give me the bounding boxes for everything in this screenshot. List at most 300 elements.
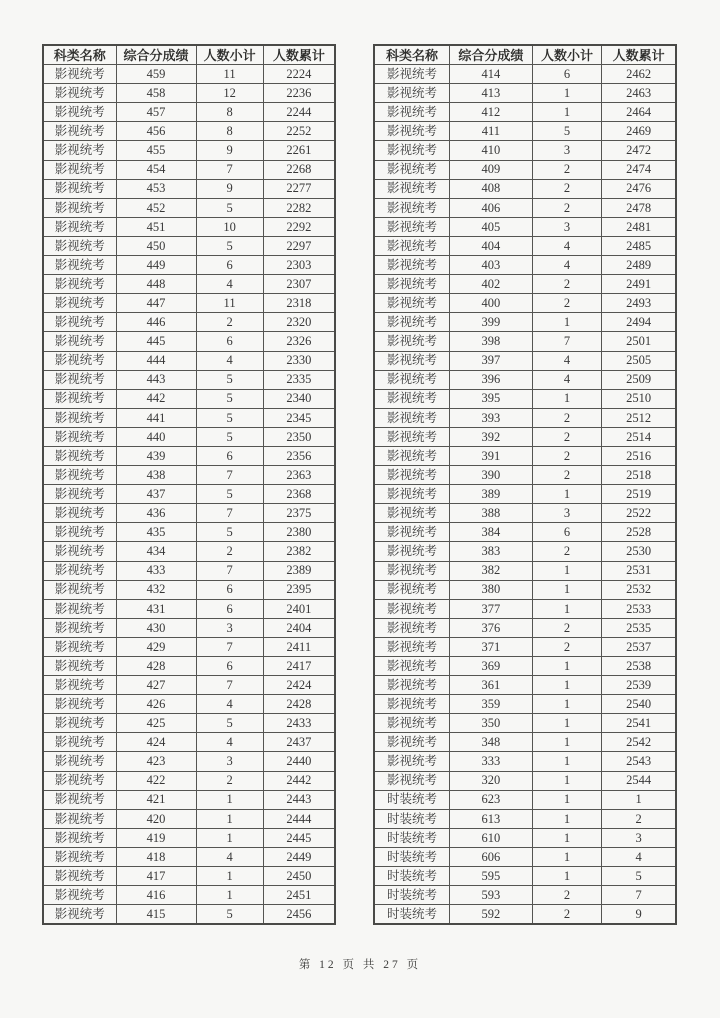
table-cell: 613 bbox=[450, 809, 533, 828]
table-cell: 425 bbox=[116, 714, 196, 733]
table-cell: 2481 bbox=[602, 217, 676, 236]
table-cell: 影视统考 bbox=[43, 714, 116, 733]
table-cell: 2 bbox=[532, 542, 601, 561]
table-cell: 389 bbox=[450, 485, 533, 504]
table-cell: 2261 bbox=[263, 141, 335, 160]
table-cell: 2510 bbox=[602, 389, 676, 408]
table-cell: 2456 bbox=[263, 905, 335, 925]
table-cell: 405 bbox=[450, 217, 533, 236]
table-cell: 399 bbox=[450, 313, 533, 332]
table-cell: 影视统考 bbox=[374, 332, 450, 351]
table-cell: 415 bbox=[116, 905, 196, 925]
table-cell: 4 bbox=[196, 847, 263, 866]
table-row bbox=[43, 676, 335, 695]
table-cell: 4 bbox=[532, 236, 601, 255]
table-cell: 1 bbox=[532, 733, 601, 752]
table-cell: 384 bbox=[450, 523, 533, 542]
table-cell: 1 bbox=[532, 561, 601, 580]
table-cell: 2532 bbox=[602, 580, 676, 599]
table-cell: 7 bbox=[196, 676, 263, 695]
table-row bbox=[374, 504, 676, 523]
table-cell: 1 bbox=[532, 599, 601, 618]
column-header-category: 科类名称 bbox=[374, 45, 450, 65]
table-cell: 2 bbox=[196, 313, 263, 332]
table-cell: 2404 bbox=[263, 618, 335, 637]
table-cell: 影视统考 bbox=[374, 752, 450, 771]
table-cell: 2543 bbox=[602, 752, 676, 771]
table-cell: 7 bbox=[196, 637, 263, 656]
table-cell: 2491 bbox=[602, 275, 676, 294]
table-cell: 影视统考 bbox=[374, 294, 450, 313]
table-cell: 影视统考 bbox=[374, 179, 450, 198]
table-cell: 422 bbox=[116, 771, 196, 790]
table-cell: 影视统考 bbox=[43, 370, 116, 389]
table-row bbox=[374, 198, 676, 217]
table-cell: 431 bbox=[116, 599, 196, 618]
table-cell: 影视统考 bbox=[374, 504, 450, 523]
table-cell: 2335 bbox=[263, 370, 335, 389]
table-cell: 432 bbox=[116, 580, 196, 599]
table-cell: 时装统考 bbox=[374, 867, 450, 886]
table-header-row bbox=[374, 45, 676, 65]
table-cell: 348 bbox=[450, 733, 533, 752]
table-cell: 影视统考 bbox=[43, 84, 116, 103]
table-cell: 2 bbox=[532, 179, 601, 198]
table-cell: 426 bbox=[116, 695, 196, 714]
table-cell: 610 bbox=[450, 828, 533, 847]
table-cell: 383 bbox=[450, 542, 533, 561]
table-cell: 影视统考 bbox=[43, 886, 116, 905]
table-cell: 5 bbox=[196, 714, 263, 733]
table-cell: 影视统考 bbox=[43, 695, 116, 714]
table-row bbox=[43, 733, 335, 752]
table-cell: 2537 bbox=[602, 637, 676, 656]
table-cell: 2505 bbox=[602, 351, 676, 370]
table-cell: 2 bbox=[532, 160, 601, 179]
table-cell: 影视统考 bbox=[374, 84, 450, 103]
table-cell: 2544 bbox=[602, 771, 676, 790]
table-row bbox=[43, 485, 335, 504]
table-cell: 416 bbox=[116, 886, 196, 905]
table-cell: 455 bbox=[116, 141, 196, 160]
table-cell: 2450 bbox=[263, 867, 335, 886]
table-cell: 5 bbox=[196, 408, 263, 427]
table-row bbox=[43, 256, 335, 275]
table-cell: 2356 bbox=[263, 446, 335, 465]
table-cell: 9 bbox=[602, 905, 676, 925]
table-cell: 影视统考 bbox=[43, 179, 116, 198]
table-cell: 2442 bbox=[263, 771, 335, 790]
table-cell: 2382 bbox=[263, 542, 335, 561]
table-cell: 6 bbox=[196, 580, 263, 599]
table-cell: 420 bbox=[116, 809, 196, 828]
table-cell: 影视统考 bbox=[374, 236, 450, 255]
table-cell: 446 bbox=[116, 313, 196, 332]
table-cell: 影视统考 bbox=[374, 676, 450, 695]
table-cell: 2443 bbox=[263, 790, 335, 809]
table-cell: 4 bbox=[532, 256, 601, 275]
table-cell: 影视统考 bbox=[374, 65, 450, 84]
table-row bbox=[43, 370, 335, 389]
table-cell: 2 bbox=[532, 886, 601, 905]
table-cell: 影视统考 bbox=[43, 504, 116, 523]
table-cell: 444 bbox=[116, 351, 196, 370]
table-row bbox=[43, 905, 335, 925]
table-cell: 413 bbox=[450, 84, 533, 103]
table-cell: 429 bbox=[116, 637, 196, 656]
table-cell: 409 bbox=[450, 160, 533, 179]
table-cell: 影视统考 bbox=[374, 466, 450, 485]
table-cell: 3 bbox=[532, 141, 601, 160]
table-cell: 377 bbox=[450, 599, 533, 618]
table-row bbox=[43, 160, 335, 179]
table-row bbox=[374, 695, 676, 714]
table-cell: 影视统考 bbox=[374, 485, 450, 504]
table-cell: 2 bbox=[196, 771, 263, 790]
table-cell: 443 bbox=[116, 370, 196, 389]
table-cell: 4 bbox=[532, 351, 601, 370]
table-cell: 影视统考 bbox=[43, 294, 116, 313]
table-cell: 4 bbox=[196, 351, 263, 370]
table-cell: 时装统考 bbox=[374, 809, 450, 828]
table-row bbox=[374, 370, 676, 389]
table-cell: 333 bbox=[450, 752, 533, 771]
table-cell: 2472 bbox=[602, 141, 676, 160]
table-cell: 1 bbox=[196, 790, 263, 809]
table-cell: 391 bbox=[450, 446, 533, 465]
table-cell: 影视统考 bbox=[43, 217, 116, 236]
table-cell: 459 bbox=[116, 65, 196, 84]
table-cell: 408 bbox=[450, 179, 533, 198]
table-row bbox=[374, 122, 676, 141]
table-cell: 影视统考 bbox=[43, 828, 116, 847]
table-cell: 5 bbox=[532, 122, 601, 141]
table-cell: 418 bbox=[116, 847, 196, 866]
table-cell: 2 bbox=[602, 809, 676, 828]
table-cell: 时装统考 bbox=[374, 905, 450, 925]
table-cell: 影视统考 bbox=[43, 580, 116, 599]
table-cell: 影视统考 bbox=[43, 122, 116, 141]
table-cell: 442 bbox=[116, 389, 196, 408]
table-row bbox=[374, 809, 676, 828]
table-cell: 6 bbox=[196, 256, 263, 275]
table-row bbox=[374, 65, 676, 84]
table-cell: 419 bbox=[116, 828, 196, 847]
table-cell: 6 bbox=[196, 657, 263, 676]
table-cell: 10 bbox=[196, 217, 263, 236]
table-cell: 影视统考 bbox=[374, 370, 450, 389]
table-row bbox=[43, 236, 335, 255]
table-cell: 406 bbox=[450, 198, 533, 217]
table-cell: 2449 bbox=[263, 847, 335, 866]
column-header-subtotal: 人数小计 bbox=[196, 45, 263, 65]
table-cell: 9 bbox=[196, 179, 263, 198]
table-row bbox=[374, 332, 676, 351]
table-cell: 1 bbox=[532, 752, 601, 771]
table-cell: 影视统考 bbox=[43, 561, 116, 580]
table-cell: 2307 bbox=[263, 275, 335, 294]
table-cell: 影视统考 bbox=[374, 217, 450, 236]
table-row bbox=[43, 847, 335, 866]
table-row bbox=[374, 676, 676, 695]
table-cell: 影视统考 bbox=[43, 809, 116, 828]
table-cell: 3 bbox=[532, 217, 601, 236]
table-cell: 2519 bbox=[602, 485, 676, 504]
table-cell: 影视统考 bbox=[43, 389, 116, 408]
table-cell: 影视统考 bbox=[374, 542, 450, 561]
table-cell: 427 bbox=[116, 676, 196, 695]
table-row bbox=[43, 752, 335, 771]
table-cell: 592 bbox=[450, 905, 533, 925]
table-cell: 2538 bbox=[602, 657, 676, 676]
table-cell: 2 bbox=[532, 905, 601, 925]
table-cell: 2531 bbox=[602, 561, 676, 580]
table-cell: 2541 bbox=[602, 714, 676, 733]
table-cell: 400 bbox=[450, 294, 533, 313]
table-cell: 2535 bbox=[602, 618, 676, 637]
table-cell: 2244 bbox=[263, 103, 335, 122]
table-cell: 449 bbox=[116, 256, 196, 275]
table-cell: 453 bbox=[116, 179, 196, 198]
table-cell: 2522 bbox=[602, 504, 676, 523]
table-cell: 影视统考 bbox=[43, 256, 116, 275]
table-cell: 441 bbox=[116, 408, 196, 427]
table-row bbox=[374, 466, 676, 485]
table-row bbox=[43, 504, 335, 523]
table-cell: 1 bbox=[532, 809, 601, 828]
table-cell: 2417 bbox=[263, 657, 335, 676]
table-cell: 8 bbox=[196, 122, 263, 141]
table-row bbox=[43, 695, 335, 714]
table-cell: 2463 bbox=[602, 84, 676, 103]
table-cell: 396 bbox=[450, 370, 533, 389]
table-cell: 436 bbox=[116, 504, 196, 523]
table-cell: 6 bbox=[532, 65, 601, 84]
table-row bbox=[374, 752, 676, 771]
table-row bbox=[43, 657, 335, 676]
table-cell: 2462 bbox=[602, 65, 676, 84]
table-cell: 433 bbox=[116, 561, 196, 580]
table-cell: 2 bbox=[532, 427, 601, 446]
table-cell: 4 bbox=[532, 370, 601, 389]
table-cell: 2 bbox=[532, 408, 601, 427]
table-cell: 1 bbox=[532, 828, 601, 847]
table-cell: 影视统考 bbox=[374, 408, 450, 427]
table-cell: 影视统考 bbox=[374, 198, 450, 217]
table-cell: 2368 bbox=[263, 485, 335, 504]
table-row bbox=[43, 103, 335, 122]
table-header-row bbox=[43, 45, 335, 65]
table-cell: 影视统考 bbox=[43, 466, 116, 485]
table-cell: 影视统考 bbox=[374, 103, 450, 122]
table-cell: 7 bbox=[196, 160, 263, 179]
table-cell: 影视统考 bbox=[43, 599, 116, 618]
table-cell: 影视统考 bbox=[43, 847, 116, 866]
table-cell: 5 bbox=[196, 485, 263, 504]
table-cell: 影视统考 bbox=[43, 485, 116, 504]
table-cell: 424 bbox=[116, 733, 196, 752]
table-cell: 4 bbox=[196, 275, 263, 294]
table-cell: 7 bbox=[532, 332, 601, 351]
table-cell: 时装统考 bbox=[374, 847, 450, 866]
table-cell: 影视统考 bbox=[374, 141, 450, 160]
table-row bbox=[43, 313, 335, 332]
table-row bbox=[374, 446, 676, 465]
table-row bbox=[374, 256, 676, 275]
table-row bbox=[43, 275, 335, 294]
table-row bbox=[374, 561, 676, 580]
table-cell: 影视统考 bbox=[43, 676, 116, 695]
table-cell: 影视统考 bbox=[43, 733, 116, 752]
table-cell: 2514 bbox=[602, 427, 676, 446]
table-row bbox=[43, 580, 335, 599]
table-cell: 2528 bbox=[602, 523, 676, 542]
table-row bbox=[43, 351, 335, 370]
table-cell: 440 bbox=[116, 427, 196, 446]
table-cell: 2424 bbox=[263, 676, 335, 695]
table-cell: 5 bbox=[602, 867, 676, 886]
table-cell: 2 bbox=[532, 637, 601, 656]
table-row bbox=[374, 351, 676, 370]
table-cell: 5 bbox=[196, 905, 263, 925]
table-cell: 1 bbox=[532, 313, 601, 332]
table-cell: 影视统考 bbox=[43, 65, 116, 84]
table-cell: 7 bbox=[196, 466, 263, 485]
table-row bbox=[374, 714, 676, 733]
table-cell: 影视统考 bbox=[43, 905, 116, 925]
table-cell: 428 bbox=[116, 657, 196, 676]
table-row bbox=[374, 103, 676, 122]
table-row bbox=[43, 618, 335, 637]
table-row bbox=[43, 179, 335, 198]
table-cell: 2375 bbox=[263, 504, 335, 523]
table-cell: 影视统考 bbox=[374, 561, 450, 580]
table-cell: 4 bbox=[196, 733, 263, 752]
table-cell: 2224 bbox=[263, 65, 335, 84]
table-cell: 371 bbox=[450, 637, 533, 656]
table-row bbox=[374, 847, 676, 866]
table-cell: 影视统考 bbox=[43, 198, 116, 217]
table-cell: 5 bbox=[196, 370, 263, 389]
table-row bbox=[374, 733, 676, 752]
table-cell: 451 bbox=[116, 217, 196, 236]
table-row bbox=[43, 599, 335, 618]
table-cell: 影视统考 bbox=[374, 446, 450, 465]
table-cell: 447 bbox=[116, 294, 196, 313]
table-cell: 2340 bbox=[263, 389, 335, 408]
table-cell: 411 bbox=[450, 122, 533, 141]
table-cell: 450 bbox=[116, 236, 196, 255]
table-row bbox=[374, 580, 676, 599]
table-cell: 影视统考 bbox=[43, 275, 116, 294]
column-header-cumulative: 人数累计 bbox=[263, 45, 335, 65]
table-cell: 435 bbox=[116, 523, 196, 542]
table-cell: 2440 bbox=[263, 752, 335, 771]
table-cell: 1 bbox=[532, 389, 601, 408]
table-cell: 376 bbox=[450, 618, 533, 637]
table-cell: 8 bbox=[196, 103, 263, 122]
table-cell: 2451 bbox=[263, 886, 335, 905]
table-cell: 3 bbox=[196, 618, 263, 637]
table-cell: 影视统考 bbox=[374, 351, 450, 370]
table-cell: 7 bbox=[602, 886, 676, 905]
table-cell: 2292 bbox=[263, 217, 335, 236]
table-cell: 2282 bbox=[263, 198, 335, 217]
table-cell: 452 bbox=[116, 198, 196, 217]
table-cell: 影视统考 bbox=[43, 103, 116, 122]
table-row bbox=[374, 275, 676, 294]
table-cell: 2297 bbox=[263, 236, 335, 255]
table-cell: 影视统考 bbox=[43, 523, 116, 542]
table-cell: 454 bbox=[116, 160, 196, 179]
table-cell: 1 bbox=[532, 103, 601, 122]
table-cell: 5 bbox=[196, 427, 263, 446]
table-cell: 1 bbox=[196, 867, 263, 886]
table-cell: 1 bbox=[532, 695, 601, 714]
table-row bbox=[374, 657, 676, 676]
table-cell: 影视统考 bbox=[43, 771, 116, 790]
table-cell: 11 bbox=[196, 294, 263, 313]
table-cell: 2 bbox=[196, 542, 263, 561]
table-cell: 2516 bbox=[602, 446, 676, 465]
table-row bbox=[374, 599, 676, 618]
table-cell: 影视统考 bbox=[374, 771, 450, 790]
table-cell: 417 bbox=[116, 867, 196, 886]
table-cell: 2 bbox=[532, 294, 601, 313]
table-row bbox=[374, 828, 676, 847]
table-cell: 影视统考 bbox=[43, 160, 116, 179]
table-row bbox=[374, 179, 676, 198]
table-cell: 457 bbox=[116, 103, 196, 122]
table-cell: 2478 bbox=[602, 198, 676, 217]
table-cell: 影视统考 bbox=[374, 389, 450, 408]
table-row bbox=[43, 809, 335, 828]
table-cell: 3 bbox=[532, 504, 601, 523]
column-header-score: 综合分成绩 bbox=[116, 45, 196, 65]
table-cell: 1 bbox=[196, 828, 263, 847]
table-cell: 2530 bbox=[602, 542, 676, 561]
table-cell: 2326 bbox=[263, 332, 335, 351]
table-row bbox=[43, 217, 335, 236]
table-cell: 影视统考 bbox=[43, 427, 116, 446]
table-row bbox=[374, 84, 676, 103]
table-cell: 2428 bbox=[263, 695, 335, 714]
table-cell: 448 bbox=[116, 275, 196, 294]
table-cell: 2518 bbox=[602, 466, 676, 485]
table-cell: 1 bbox=[602, 790, 676, 809]
table-row bbox=[43, 542, 335, 561]
table-cell: 影视统考 bbox=[43, 351, 116, 370]
table-cell: 2303 bbox=[263, 256, 335, 275]
table-cell: 390 bbox=[450, 466, 533, 485]
table-row bbox=[43, 198, 335, 217]
table-cell: 403 bbox=[450, 256, 533, 275]
table-cell: 影视统考 bbox=[374, 618, 450, 637]
table-row bbox=[374, 523, 676, 542]
table-cell: 1 bbox=[532, 867, 601, 886]
table-row bbox=[43, 84, 335, 103]
table-cell: 2433 bbox=[263, 714, 335, 733]
table-cell: 影视统考 bbox=[43, 618, 116, 637]
table-cell: 11 bbox=[196, 65, 263, 84]
table-cell: 5 bbox=[196, 236, 263, 255]
table-cell: 1 bbox=[532, 771, 601, 790]
table-row bbox=[374, 905, 676, 925]
table-cell: 2509 bbox=[602, 370, 676, 389]
table-cell: 时装统考 bbox=[374, 790, 450, 809]
table-cell: 393 bbox=[450, 408, 533, 427]
table-row bbox=[43, 141, 335, 160]
